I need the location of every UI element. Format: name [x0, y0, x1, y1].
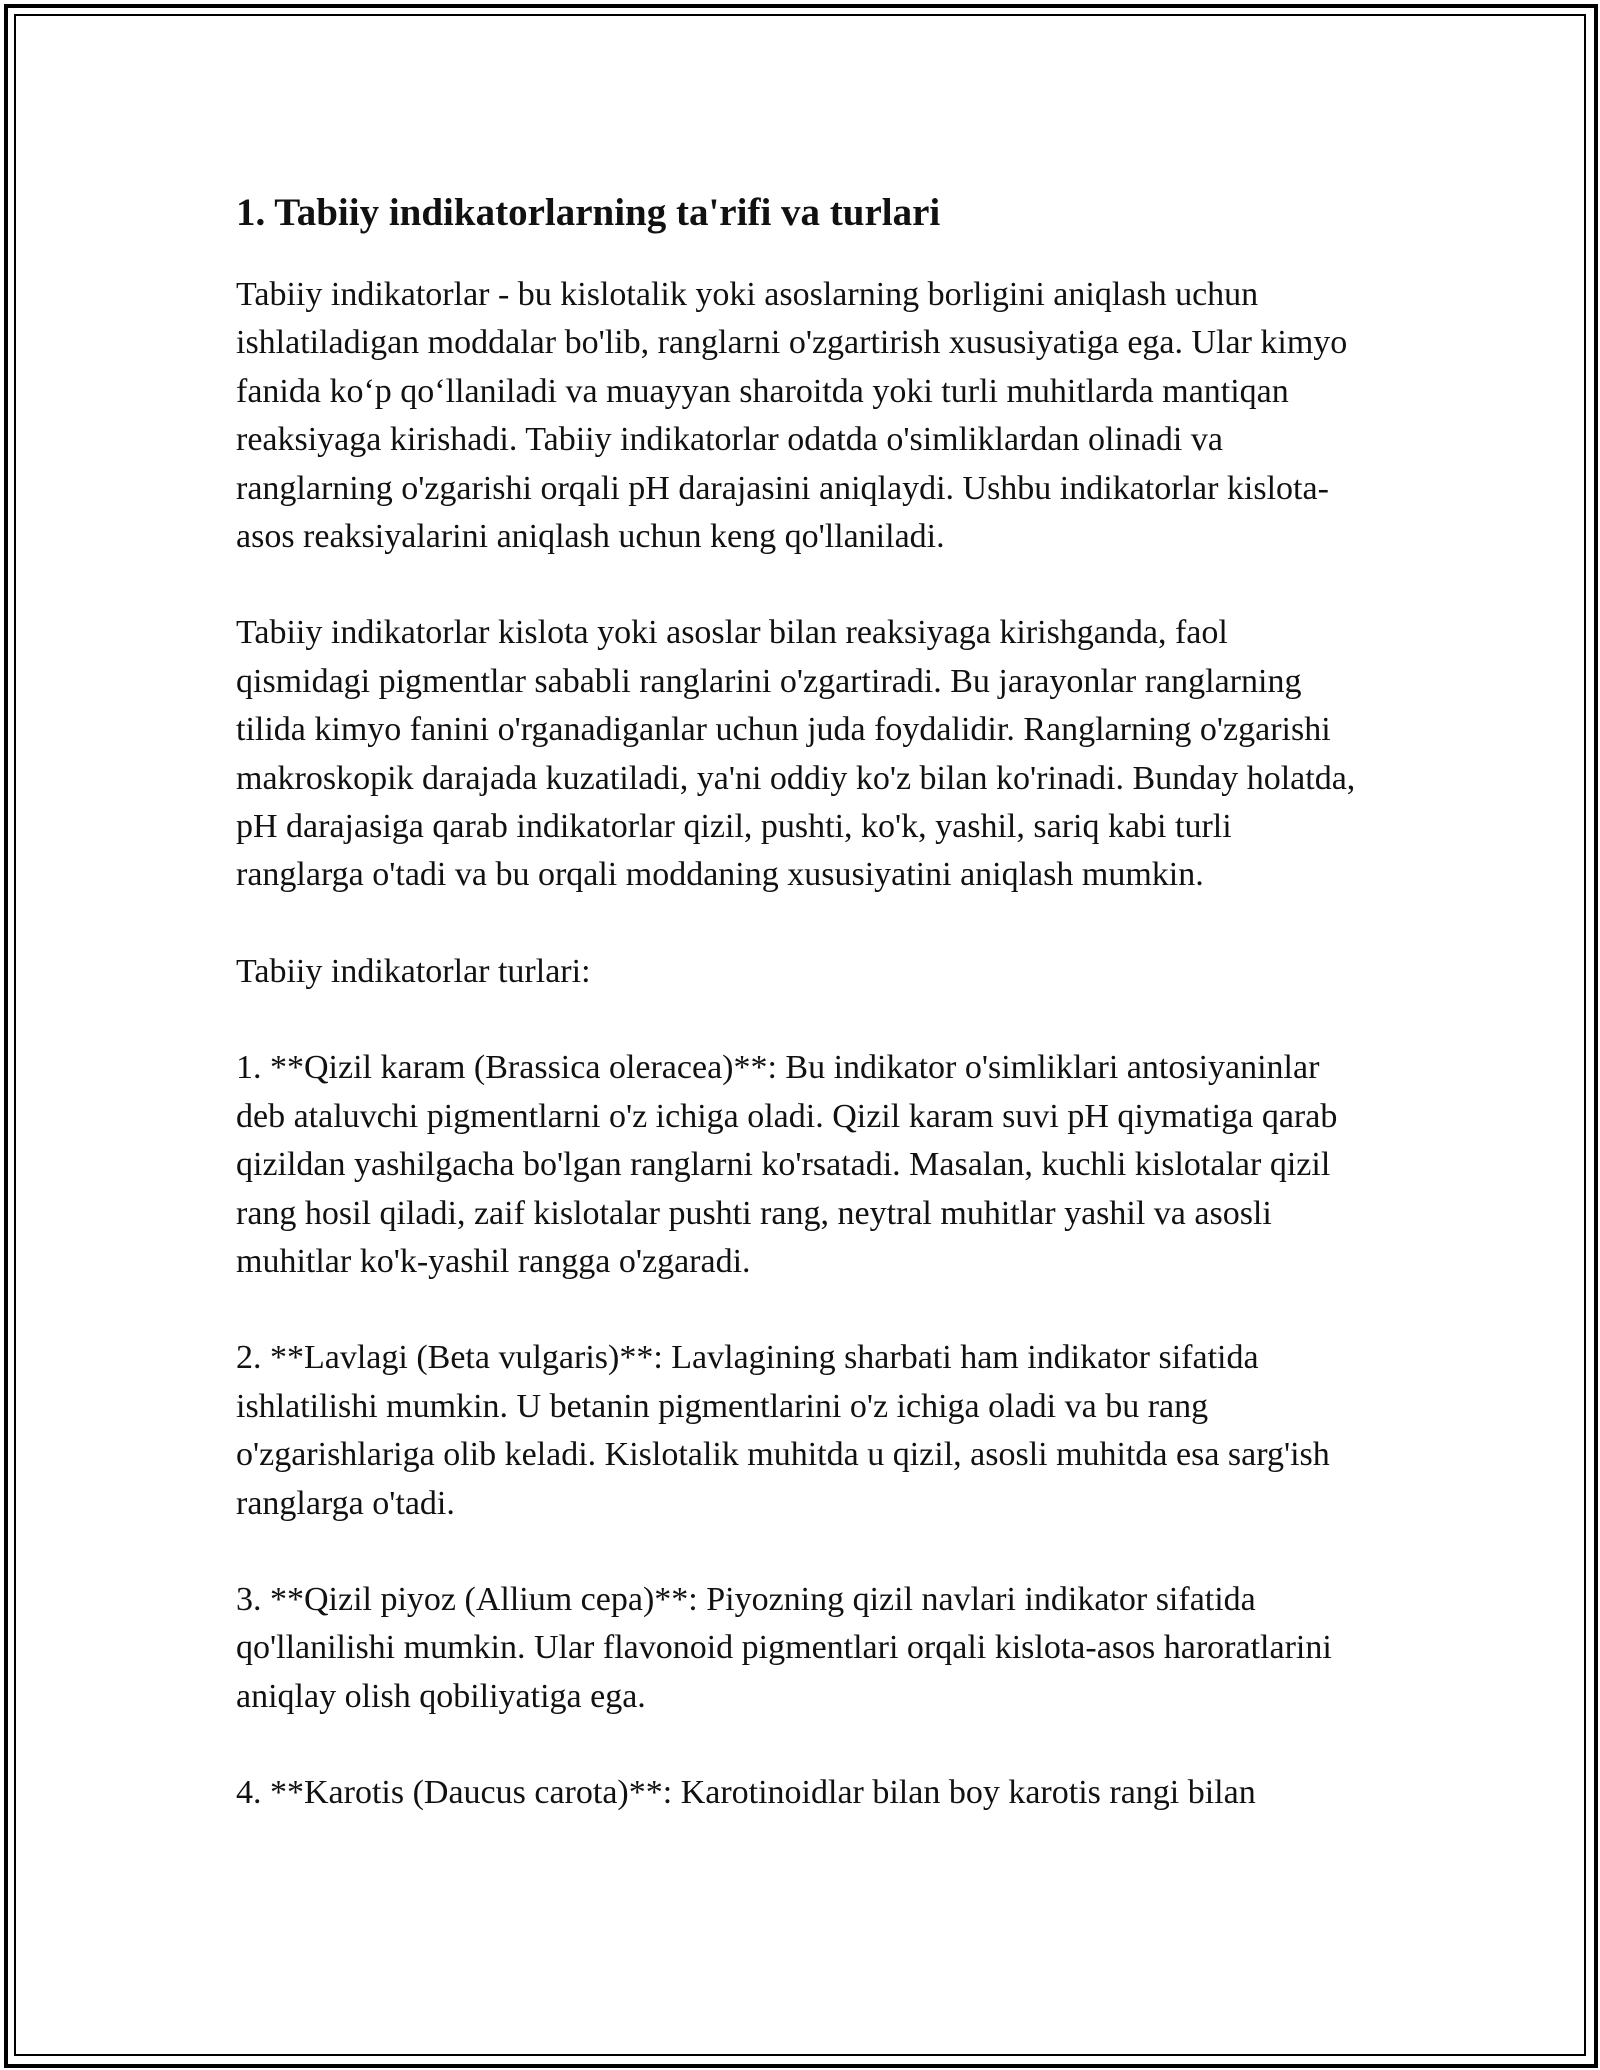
list-item-carrot: 4. **Karotis (Daucus carota)**: Karotinoidlar bilan boy karotis rangi bilan	[236, 1774, 1256, 1812]
paragraph-color-change: Tabiiy indikatorlar kislota yoki asoslar bilan reaksiyaga kirishganda, faol qismidagi pigmentlar sababli ranglarini o'zgartiradi. Bu jarayonlar ranglarning tilida kimyo fanini o'rganadiganlar uchun juda foydalidir. Ranglarning o'zgarishi makroskopik darajada kuzatiladi, ya'ni oddiy ko'z bilan ko'rinadi. Bunday holatda, pH darajasiga qarab indikatorlar qizil, pushti, ko'k, yashil, sariq kabi turli ranglarga o'tadi va bu orqali moddaning xususiyatini aniqlash mumkin.	[236, 614, 1356, 894]
list-item-red-cabbage: 1. **Qizil karam (Brassica oleracea)**: Bu indikator o'simliklari antosiyaninlar deb ataluvchi pigmentlarni o'z ichiga oladi. Qizil karam suvi pH qiymatiga qarab qizildan yashilgacha bo'lgan ranglarni ko'rsatadi. Masalan, kuchli kislotalar qizil rang hosil qiladi, zaif kislotalar pushti rang, neytral muhitlar yashil va asosli muhitlar ko'k-yashil rangga o'zgaradi.	[236, 1049, 1338, 1280]
paragraph-definition: Tabiiy indikatorlar - bu kislotalik yoki asoslarning borligini aniqlash uchun ishlatiladigan moddalar bo'lib, ranglarni o'zgartirish xususiyatiga ega. Ular kimyo fanida koʻp qoʻllaniladi va muayyan sharoitda yoki turli muhitlarda mantiqan reaksiyaga kirishadi. Tabiiy indikatorlar odatda o'simliklardan olinadi va ranglarning o'zgarishi orqali pH darajasini aniqlaydi. Ushbu indikatorlar kislota-asos reaksiyalarini aniqlash uchun keng qo'llaniladi.	[236, 276, 1348, 556]
document-body	[236, 183, 1364, 1818]
paragraph-types-heading: Tabiiy indikatorlar turlari:	[236, 952, 591, 990]
list-item-red-onion: 3. **Qizil piyoz (Allium cepa)**: Piyozning qizil navlari indikator sifatida qo'llanilishi mumkin. Ular flavonoid pigmentlari orqali kislota-asos haroratlarini aniqlay olish qobiliyatiga ega.	[236, 1580, 1332, 1715]
section-heading: 1. Tabiiy indikatorlarning ta'rifi va turlari	[236, 191, 941, 234]
list-item-beet: 2. **Lavlagi (Beta vulgaris)**: Lavlagining sharbati ham indikator sifatida ishlatilishi mumkin. U betanin pigmentlarini o'z ichiga oladi va bu rang o'zgarishlariga olib keladi. Kislotalik muhitda u qizil, asosli muhitda esa sarg'ish ranglarga o'tadi.	[236, 1339, 1330, 1522]
